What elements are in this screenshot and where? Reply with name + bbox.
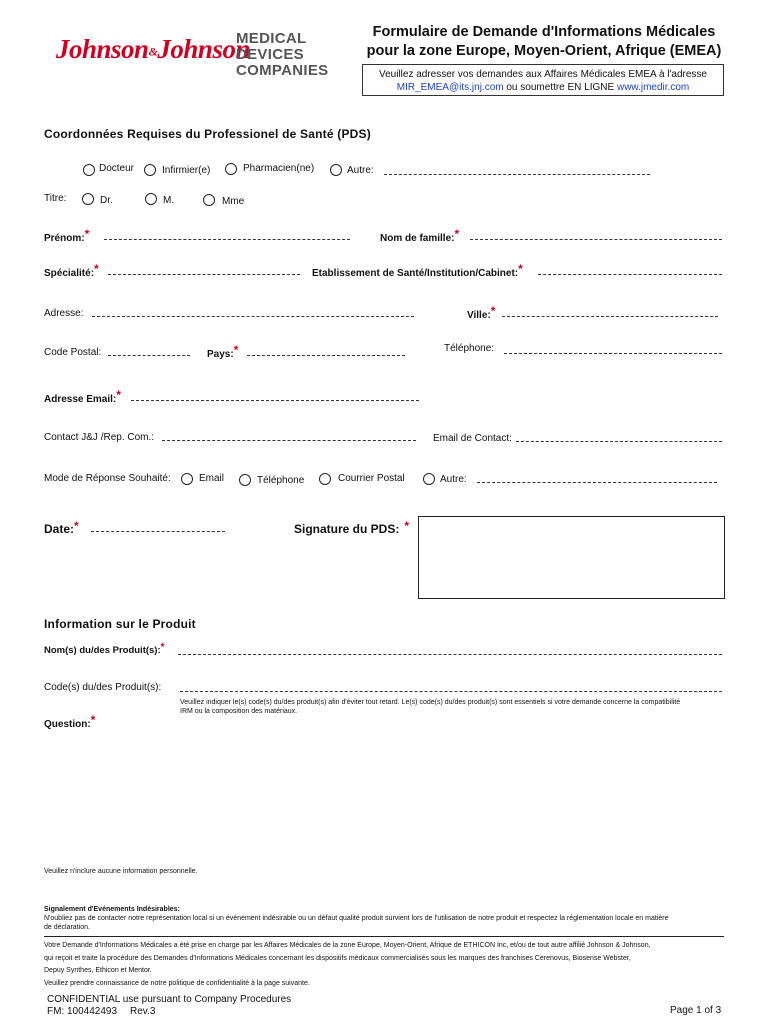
title-line2: pour la zone Europe, Moyen-Orient, Afrique (EMEA) bbox=[366, 43, 722, 59]
section-pds-heading: Coordonnées Requises du Professionel de Santé (PDS) bbox=[44, 127, 371, 141]
label-codes-produits: Code(s) du/des Produit(s): bbox=[44, 682, 162, 693]
label-etablissement bbox=[312, 262, 523, 279]
label-mode-telephone: Téléphone bbox=[257, 475, 305, 486]
logo-jj-right: Johnson bbox=[157, 34, 250, 64]
form-title bbox=[354, 23, 734, 61]
logo-line2: DEVICES bbox=[236, 46, 304, 63]
label-ville bbox=[467, 304, 496, 321]
page-number: Page 1 of 3 bbox=[670, 1005, 722, 1016]
field-autre-profession[interactable] bbox=[384, 174, 650, 175]
label-docteur: Docteur bbox=[99, 163, 135, 174]
question-text: Question: bbox=[44, 719, 91, 730]
privacy-line4: Veuillez prendre connaissance de notre politique de confidentialité à la page suivante. bbox=[44, 979, 310, 987]
radio-m[interactable] bbox=[145, 193, 157, 205]
adverse-events-text1: N'oubliez pas de contacter notre représentation local si un événement indésirable ou un défaut qualité produit survient lors de l'utilisation de notre produit et respectez la réglementation locale en matière bbox=[44, 915, 669, 922]
field-codes-produits[interactable] bbox=[180, 691, 722, 692]
footer-divider bbox=[44, 936, 724, 937]
online-link[interactable]: www.jmedir.com bbox=[616, 82, 690, 93]
label-telephone: Téléphone: bbox=[444, 343, 495, 354]
email-link[interactable]: MIR_EMEA@its.jnj.com bbox=[396, 82, 504, 93]
logo-line3: COMPANIES bbox=[236, 62, 329, 79]
label-mode-email: Email bbox=[199, 473, 225, 484]
radio-mode-email[interactable] bbox=[181, 473, 193, 485]
required-star: * bbox=[518, 262, 523, 276]
privacy-line3: Depuy Synthes, Ethicon et Mentor. bbox=[44, 967, 152, 974]
label-date bbox=[44, 519, 79, 536]
radio-mode-courrier[interactable] bbox=[319, 473, 331, 485]
signature-text: Signature du PDS: bbox=[294, 522, 400, 536]
codes-note-line2: IRM ou la composition des matériaux. bbox=[180, 708, 298, 715]
signature-box[interactable] bbox=[418, 516, 725, 599]
field-specialite[interactable] bbox=[108, 274, 300, 275]
field-pays[interactable] bbox=[247, 355, 405, 356]
label-nom bbox=[380, 227, 460, 244]
field-code-postal[interactable] bbox=[108, 355, 190, 356]
date-text: Date: bbox=[44, 522, 75, 536]
label-dr: Dr. bbox=[100, 195, 113, 206]
section-produit-heading: Information sur le Produit bbox=[44, 617, 196, 631]
label-question bbox=[44, 713, 96, 730]
form-number: FM: 100442493 bbox=[47, 1006, 118, 1017]
field-etablissement[interactable] bbox=[538, 274, 722, 275]
logo-jj-amp: & bbox=[148, 44, 158, 59]
label-infirmier: Infirmier(e) bbox=[162, 165, 211, 176]
radio-dr[interactable] bbox=[82, 193, 94, 205]
etablissement-text: Etablissement de Santé/Institution/Cabinet: bbox=[312, 268, 519, 279]
logo-line1: MEDICAL bbox=[236, 30, 307, 47]
required-star: * bbox=[90, 713, 96, 727]
field-email-contact[interactable] bbox=[516, 441, 722, 442]
label-adresse: Adresse: bbox=[44, 308, 84, 319]
prenom-text: Prénom: bbox=[44, 233, 85, 244]
field-prenom[interactable] bbox=[104, 239, 350, 240]
privacy-line1: Votre Demande d'Informations Médicales a été prise en charge par les Affaires Médicales de la zone Europe, Moyen-Orient, Afrique de ETHICON Inc, et/ou de tout autre affilié Johnson & Johnson, bbox=[44, 942, 651, 949]
required-star: * bbox=[160, 642, 165, 653]
radio-mme[interactable] bbox=[203, 194, 215, 206]
label-adresse-email bbox=[44, 388, 121, 405]
adverse-events-text2: de déclaration. bbox=[44, 924, 90, 931]
label-m: M. bbox=[163, 195, 175, 206]
label-mode-reponse: Mode de Réponse Souhaité: bbox=[44, 473, 171, 484]
field-contact-jj[interactable] bbox=[162, 440, 416, 441]
codes-note-line1: Veuillez indiquer le(s) code(s) du/des produit(s) afin d'éviter tout retard. Le(s) code(s) du/des produit(s) sont essentiels si votre demande concerne la compatibilité bbox=[180, 699, 681, 706]
label-pays bbox=[207, 343, 239, 360]
field-noms-produits[interactable] bbox=[178, 654, 722, 655]
instructions-line1: Veuillez adresser vos demandes aux Affaires Médicales EMEA à l'adresse bbox=[378, 69, 707, 80]
required-star: * bbox=[233, 343, 239, 357]
revision: Rev.3 bbox=[130, 1006, 156, 1017]
label-email-contact: Email de Contact: bbox=[433, 433, 512, 444]
no-personal-info-note: Veuillez n'inclure aucune information personnelle. bbox=[44, 868, 198, 875]
adverse-events-block bbox=[44, 905, 669, 932]
required-star: * bbox=[454, 227, 460, 241]
field-date[interactable] bbox=[91, 531, 225, 532]
noms-text: Nom(s) du/des Produit(s): bbox=[44, 645, 161, 656]
required-star: * bbox=[116, 388, 121, 402]
label-noms-produits bbox=[44, 642, 165, 656]
label-mode-courrier: Courrier Postal bbox=[338, 473, 405, 484]
privacy-line2: qui reçoit et traite la procédure des Demandes d'Informations Médicales concernant les dispositifs médicaux commercialisés sous les marques des franchises Cerenovus, Biosense Webster, bbox=[44, 954, 631, 962]
label-mode-autre: Autre: bbox=[440, 474, 467, 485]
required-star: * bbox=[84, 227, 90, 241]
field-telephone[interactable] bbox=[504, 353, 722, 354]
label-pharmacien: Pharmacien(ne) bbox=[243, 163, 315, 174]
required-star: * bbox=[490, 304, 496, 318]
label-prenom bbox=[44, 227, 90, 244]
adverse-events-title: Signalement d'Evénements Indésirables: bbox=[44, 906, 180, 913]
codes-note bbox=[180, 698, 680, 716]
confidential-note: CONFIDENTIAL use pursuant to Company Procedures bbox=[47, 994, 292, 1005]
instructions-line2 bbox=[363, 81, 723, 94]
privacy-block bbox=[44, 940, 651, 990]
logo-jj-left: Johnson bbox=[56, 34, 149, 64]
radio-autre-profession[interactable] bbox=[330, 164, 342, 176]
field-ville[interactable] bbox=[502, 316, 718, 317]
logo-division bbox=[236, 31, 328, 79]
jnj-logo bbox=[56, 34, 250, 65]
label-signature bbox=[294, 519, 410, 536]
field-adresse[interactable] bbox=[92, 316, 414, 317]
radio-infirmier[interactable] bbox=[144, 164, 156, 176]
field-mode-autre[interactable] bbox=[477, 482, 717, 483]
label-titre: Titre: bbox=[44, 193, 67, 204]
email-text: Adresse Email: bbox=[44, 394, 117, 405]
radio-docteur[interactable] bbox=[83, 164, 95, 176]
required-star: * bbox=[74, 519, 79, 533]
required-star: * bbox=[94, 262, 99, 276]
label-specialite bbox=[44, 262, 99, 279]
field-nom[interactable] bbox=[470, 239, 722, 240]
label-mme: Mme bbox=[222, 196, 245, 207]
required-star: * bbox=[404, 519, 410, 533]
label-code-postal: Code Postal: bbox=[44, 347, 102, 358]
label-contact-jj: Contact J&J /Rep. Com.: bbox=[44, 432, 155, 443]
title-line1: Formulaire de Demande d'Informations Médicales bbox=[372, 24, 716, 40]
nom-text: Nom de famille: bbox=[380, 233, 455, 244]
field-adresse-email[interactable] bbox=[131, 400, 419, 401]
pays-text: Pays: bbox=[207, 349, 234, 360]
instructions-box bbox=[362, 64, 724, 96]
label-autre-profession: Autre: bbox=[347, 165, 374, 176]
field-question[interactable] bbox=[180, 730, 720, 850]
specialite-text: Spécialité: bbox=[44, 268, 95, 279]
ville-text: Ville: bbox=[467, 310, 491, 321]
radio-pharmacien[interactable] bbox=[225, 163, 237, 175]
radio-mode-telephone[interactable] bbox=[239, 474, 251, 486]
radio-mode-autre[interactable] bbox=[423, 473, 435, 485]
instructions-mid: ou soumettre EN LIGNE bbox=[503, 82, 617, 93]
